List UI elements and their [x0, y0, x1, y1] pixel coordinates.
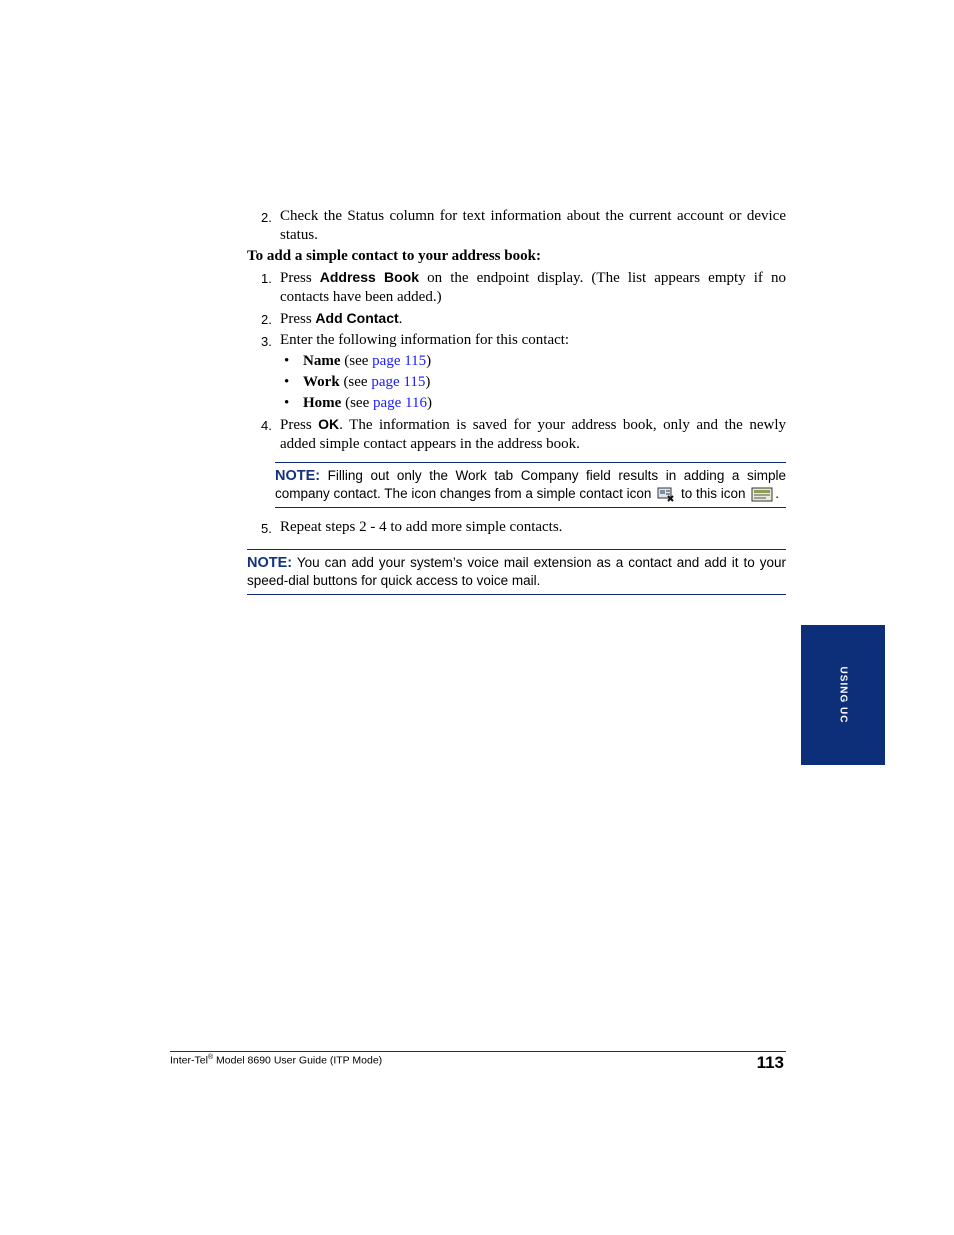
- note-text: Filling out only the Work tab Company field results in adding a simple company contact. The icon changes from a simple contact icon: [275, 468, 786, 501]
- note-voice-mail: [247, 549, 786, 595]
- step-text-post: on the endpoint display. (The list appears empty if no contacts have been added.): [280, 270, 786, 305]
- side-tab-label: USING UC: [837, 666, 849, 724]
- footer-guide-title: [170, 1054, 382, 1067]
- step-number: 2.: [261, 210, 272, 225]
- list-item: [247, 352, 786, 371]
- page-link[interactable]: page 115: [371, 374, 426, 390]
- field-term: Name: [303, 353, 341, 369]
- note-label: NOTE:: [275, 468, 321, 484]
- company-contact-icon: [751, 487, 773, 501]
- step-number: 5.: [261, 521, 272, 536]
- footer-brand: Inter-Tel: [170, 1054, 208, 1067]
- note-company-contact: [275, 462, 786, 508]
- step-check-status: [247, 207, 786, 245]
- step-text-post: . The information is saved for your address book, only and the newly added simple contact appears in the address book.: [280, 417, 786, 452]
- see-text: (see: [341, 395, 373, 411]
- step-text: Check the Status column for text information about the current account or device status.: [280, 208, 786, 243]
- add-contact-key: Add Contact: [315, 310, 399, 326]
- page-content: [247, 207, 786, 595]
- step-number: 3.: [261, 334, 272, 349]
- step-text-pre: Press: [280, 417, 319, 433]
- field-term: Work: [303, 374, 340, 390]
- step-repeat: [247, 518, 786, 537]
- step-text: Enter the following information for this contact:: [280, 332, 570, 348]
- close-paren: ): [425, 374, 431, 390]
- close-paren: ): [426, 353, 432, 369]
- note-label: NOTE:: [247, 555, 293, 571]
- see-text: (see: [339, 374, 372, 390]
- contact-fields-list: [247, 352, 786, 413]
- bullet-icon: •: [284, 353, 290, 369]
- step-press-address-book: [247, 268, 786, 307]
- procedure-heading: To add a simple contact to your address book:: [247, 248, 541, 264]
- list-item: [247, 373, 786, 392]
- side-tab: [801, 625, 885, 765]
- step-number: 2.: [261, 312, 272, 327]
- close-paren: ): [427, 395, 432, 411]
- field-term: Home: [303, 395, 342, 411]
- step-text: Repeat steps 2 - 4 to add more simple contacts.: [280, 519, 563, 535]
- step-press-add-contact: [247, 309, 786, 329]
- step-press-ok: [247, 415, 786, 454]
- step-number: 1.: [261, 271, 272, 286]
- page-link[interactable]: page 116: [372, 395, 427, 411]
- list-item: [247, 394, 786, 413]
- step-text-post: .: [398, 311, 403, 327]
- step-enter-info: [247, 331, 786, 350]
- step-text-pre: Press: [280, 311, 316, 327]
- ok-key: OK: [318, 416, 340, 432]
- see-text: (see: [340, 353, 373, 369]
- bullet-icon: •: [284, 374, 290, 390]
- footer-divider: [170, 1051, 786, 1052]
- registered-mark: ®: [207, 1054, 214, 1061]
- address-book-key: Address Book: [319, 269, 420, 285]
- note-text: to this icon: [677, 486, 750, 501]
- bullet-icon: •: [284, 395, 290, 411]
- note-text: .: [775, 486, 780, 501]
- note-text: You can add your system’s voice mail extension as a contact and add it to your speed-dial buttons for quick access to voice mail.: [247, 555, 786, 588]
- footer-title: Model 8690 User Guide (ITP Mode): [213, 1054, 383, 1067]
- step-number: 4.: [261, 418, 272, 433]
- page-number: 113: [756, 1053, 784, 1072]
- page-link[interactable]: page 115: [372, 353, 427, 369]
- step-text-pre: Press: [280, 270, 320, 286]
- simple-contact-icon: [657, 486, 675, 500]
